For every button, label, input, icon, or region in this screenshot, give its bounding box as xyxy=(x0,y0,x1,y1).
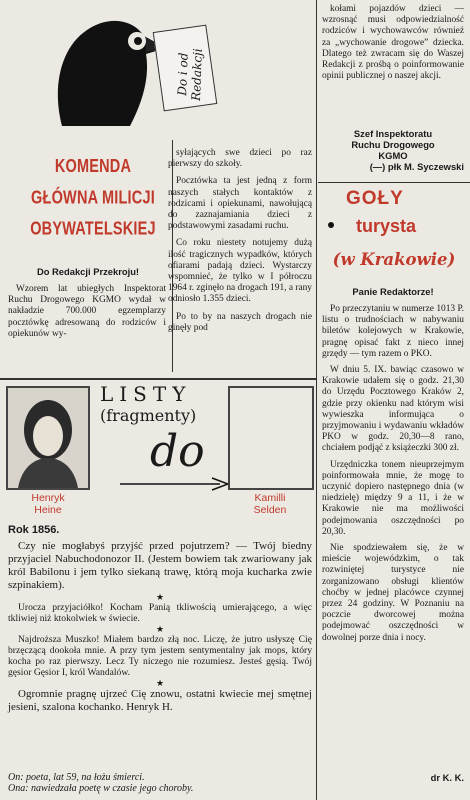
paragraph: Urzędniczka tonem nieuprzejmym poinformowała mnie, że mogę to uczynić dopiero następnego dnia (w niedzielę) między 9 a 11, i że w Krakowie nie ma możliwości podejmowania oszczędności po 20,30. xyxy=(322,459,464,537)
signature-line: (—) płk M. Syczewski xyxy=(369,161,464,172)
listy-footer xyxy=(8,772,314,798)
to-name-2: Selden xyxy=(253,504,287,516)
paragraph: W dniu 5. IX. bawiąc czasowo w Krakowie udałem się o godz. 21,30 do Urzędu Pocztowego Kraków 2, gdzie przy okienku nad którym wisi wywieszka informująca o przyjmowaniu i wydawaniu wkładów PKO w godz. 20,30—8 rano, chciałem podjąć z książeczki 300 zł. xyxy=(322,365,464,454)
komenda-title xyxy=(12,152,174,246)
portrait-frame-selden xyxy=(228,386,314,490)
paragraph: Urocza przyjaciółko! Kocham Panią tkliwością umierającego, a więc tkliwiej niż ktokolwiek w świecie. xyxy=(8,602,312,624)
goly-title-2: turysta xyxy=(356,216,417,236)
komenda-title-line: KOMENDA xyxy=(54,157,132,177)
goly-body xyxy=(322,304,464,644)
komenda-col2 xyxy=(168,148,312,334)
do-word: do xyxy=(150,426,205,477)
from-name-1: Henryk xyxy=(31,492,65,504)
section-divider xyxy=(0,378,316,380)
separator-star: ★ xyxy=(155,678,165,688)
komenda-col1 xyxy=(8,284,166,340)
from-name xyxy=(6,492,90,516)
section-divider xyxy=(318,182,470,183)
listy-year: Rok 1856. xyxy=(8,524,60,536)
footer-line-2: Ona: nawiedzała poetę w czasie jego choroby. xyxy=(8,783,194,794)
paragraph: kołami pojazdów dzieci — wzrosnąć musi odpowiedzialność rodziców i wychowawców równieź za „wychowanie drogowe” dziecka. Dlatego też zwracam się do Waszej Redakcji z prośbą o poinformowanie opinii publicznej o naszej akcji. xyxy=(322,4,464,82)
goly-greeting: Panie Redaktorze! xyxy=(352,286,434,297)
paragraph: Czy nie mogłabyś przyjść przed pojutrzem? — Twój biedny przyjaciel Nabuchodonozor II. (Jestem bowiem tak zwariowany jak król Babilonu i jem tylko siekaną trawę, którą moja kucharka zwie szpinakiem). xyxy=(8,540,312,591)
dot-icon xyxy=(328,222,334,228)
paragraph: Ogromnie pragnę ujrzeć Cię znowu, ostatni kwiecie mej smętnej jesieni, szalona kochanko. Henryk H. xyxy=(8,688,312,713)
stamp-text: Do i od Redakcji xyxy=(175,48,205,102)
footer-line-1: On: poeta, lat 59, na łożu śmierci. xyxy=(8,772,145,783)
paragraph: Wzorem lat ubiegłych Inspektorat Ruchu Drogowego KGMO wydał w nakładzie 700.000 egzemplarzy pocztówkę adresowaną do rodziców i opiekunów wy- xyxy=(8,284,166,339)
paragraph: Pocztówka ta jest jedną z form naszych stałych kontaktów z rodzicami i opiekunami, nawołującą do zaznajamiania dzieci z podstawowymi zasadami ruchu. xyxy=(168,176,312,232)
from-name-2: Heine xyxy=(34,504,62,516)
pigeon-illustration xyxy=(42,8,172,128)
listy-body xyxy=(8,540,312,714)
column-divider xyxy=(316,0,317,800)
paragraph: Nie spodziewałem się, że w mieście wojewódzkim, o tak rozwiniętej turystyce nie zorganizowano obsługi klientów choćby w jednej placówce czynnej przez 24 godziny. W Poznaniu na poczcie dworcowej można podejmować oszczędności w dowolnej porze dnia i nocy. xyxy=(322,543,464,643)
paragraph: Co roku niestety notujemy dużą ilość tragicznych wypadków, których ofiarami padają dzieci. Wystarczy wspomnieć, że tylko w I półroczu 1964 r. zginęło na drogach 191, a rany odniosło 1.355 dzieci. xyxy=(168,238,312,305)
paragraph: Po to by na naszych drogach nie ginęły pod xyxy=(168,311,312,333)
komenda-title-line: GŁÓWNA MILICJI xyxy=(31,188,155,209)
to-editor-heading: Do Redakcji Przekroju! xyxy=(36,266,140,277)
goly-signature: dr K. K. xyxy=(430,772,464,783)
signature-line: Ruchu Drogowego xyxy=(351,139,435,150)
portrait-henryk-heine xyxy=(6,386,90,490)
komenda-title-line: OBYWATELSKIEJ xyxy=(30,219,156,240)
komenda-col3 xyxy=(322,4,464,82)
paragraph: Po przeczytaniu w numerze 1013 P. listu o trudnościach w nabywaniu biletów kolejowych w Krakowie, pragnę opisać fakt z nieco innej grzędy — tym razem o PKO. xyxy=(322,304,464,359)
to-name-1: Kamilli xyxy=(254,492,286,504)
separator-star: ★ xyxy=(155,592,165,602)
arrow-right-icon xyxy=(120,476,230,490)
listy-subtitle: (fragmenty) xyxy=(100,406,197,425)
komenda-signature xyxy=(322,128,464,172)
listy-title: LISTY xyxy=(100,382,192,406)
paragraph: syłających swe dzieci po raz pierwszy do szkoły. xyxy=(168,148,312,170)
stamp-do-i-od-redakcji xyxy=(153,25,218,112)
goly-title-1: GOŁY xyxy=(346,188,404,209)
to-name xyxy=(228,492,312,516)
separator-star: ★ xyxy=(155,624,165,634)
goly-title-3: (w Krakowie) xyxy=(332,250,456,269)
paragraph: Najdroższa Muszko! Miałem bardzo złą noc. Liczę, że jutro usłyszę Cię brzęczącą dookoła mnie. A przy tym jestem sentymentalny jak mops, który kocha po raz pierwszy. Lecz Ty niczego nie rozumiesz. Jesteś gęsią. Twój gęsior Gęsior I, król Wandalów. xyxy=(8,634,312,678)
signature-line: Szef Inspektoratu xyxy=(353,128,433,139)
signature-line: KGMO xyxy=(378,150,408,161)
